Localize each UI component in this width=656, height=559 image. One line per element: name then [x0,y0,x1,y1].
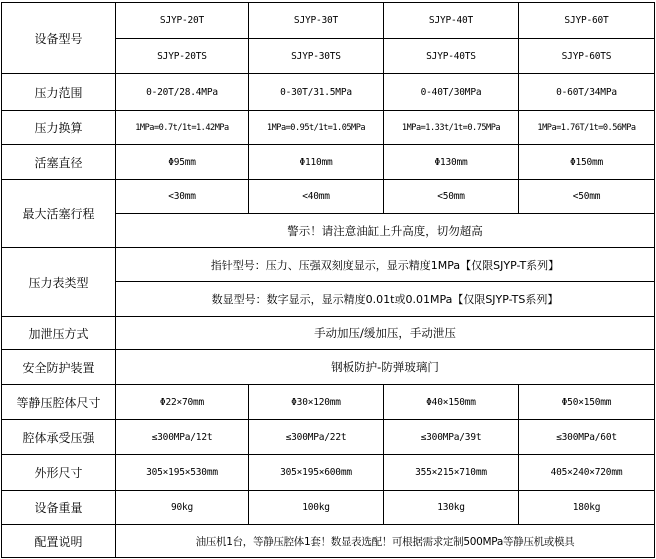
cell-value: 130kg [384,491,519,525]
row-label: 压力范围 [2,74,116,111]
cell-value: SJYP-60T [519,3,655,39]
cell-value: Φ110mm [249,145,384,180]
cell-value: Φ30×120mm [249,385,384,420]
row-label: 等静压腔体尺寸 [2,385,116,420]
cell-value: 1MPa=1.33t/1t=0.75MPa [384,111,519,145]
cell-value: ≤300MPa/22t [249,420,384,455]
cell-value: SJYP-60TS [519,39,655,74]
cell-value: 0-40T/30MPa [384,74,519,111]
row-label: 压力表类型 [2,248,116,317]
gauge-digital-text: 数显型号：数字显示，显示精度0.01t或0.01MPa【仅限SJYP-TS系列】 [116,282,655,317]
table-row [2,145,655,180]
table-row [2,74,655,111]
row-label: 最大活塞行程 [2,180,116,248]
cell-value: 1MPa=0.95t/1t=1.05MPa [249,111,384,145]
spec-table [1,2,655,558]
row-label: 外形尺寸 [2,455,116,491]
row-label: 活塞直径 [2,145,116,180]
row-label: 设备重量 [2,491,116,525]
cell-value: SJYP-40T [384,3,519,39]
cell-value: ≤300MPa/39t [384,420,519,455]
table-row [2,455,655,491]
table-row [2,111,655,145]
cell-value: ≤300MPa/60t [519,420,655,455]
cell-value: Φ150mm [519,145,655,180]
cell-value: 100kg [249,491,384,525]
cell-value: SJYP-20T [116,3,249,39]
cell-value: <50mm [384,180,519,214]
row-label: 压力换算 [2,111,116,145]
cell-value: 90kg [116,491,249,525]
cell-value: ≤300MPa/12t [116,420,249,455]
table-row [2,248,655,282]
cell-value: <30mm [116,180,249,214]
cell-value: SJYP-30T [249,3,384,39]
cell-value: 手动加压/缓加压，手动泄压 [116,317,655,350]
cell-value: 油压机1台，等静压腔体1套！数显表选配！可根据需求定制500MPa等静压机或模具 [116,525,655,558]
row-label: 设备型号 [2,3,116,74]
cell-value: 0-60T/34MPa [519,74,655,111]
cell-value: 355×215×710mm [384,455,519,491]
cell-value: 0-30T/31.5MPa [249,74,384,111]
cell-value: <50mm [519,180,655,214]
table-row [2,525,655,558]
warning-text: 警示！请注意油缸上升高度，切勿超高 [116,214,655,248]
cell-value: <40mm [249,180,384,214]
cell-value: Φ22×70mm [116,385,249,420]
row-label: 腔体承受压强 [2,420,116,455]
cell-value: SJYP-30TS [249,39,384,74]
cell-value: 1MPa=1.76T/1t=0.56MPa [519,111,655,145]
table-row [2,385,655,420]
table-row [2,317,655,350]
row-label: 加泄压方式 [2,317,116,350]
gauge-pointer-text: 指针型号：压力、压强双刻度显示，显示精度1MPa【仅限SJYP-T系列】 [116,248,655,282]
table-row [2,3,655,39]
cell-value: 1MPa=0.7t/1t=1.42MPa [116,111,249,145]
cell-value: SJYP-20TS [116,39,249,74]
cell-value: 钢板防护-防弹玻璃门 [116,350,655,385]
cell-value: 0-20T/28.4MPa [116,74,249,111]
table-row [2,180,655,214]
cell-value: Φ95mm [116,145,249,180]
cell-value: 405×240×720mm [519,455,655,491]
cell-value: 305×195×530mm [116,455,249,491]
cell-value: Φ130mm [384,145,519,180]
cell-value: 305×195×600mm [249,455,384,491]
cell-value: 180kg [519,491,655,525]
row-label: 配置说明 [2,525,116,558]
cell-value: Φ50×150mm [519,385,655,420]
cell-value: SJYP-40TS [384,39,519,74]
cell-value: Φ40×150mm [384,385,519,420]
table-row [2,350,655,385]
row-label: 安全防护装置 [2,350,116,385]
table-row [2,420,655,455]
table-row [2,491,655,525]
